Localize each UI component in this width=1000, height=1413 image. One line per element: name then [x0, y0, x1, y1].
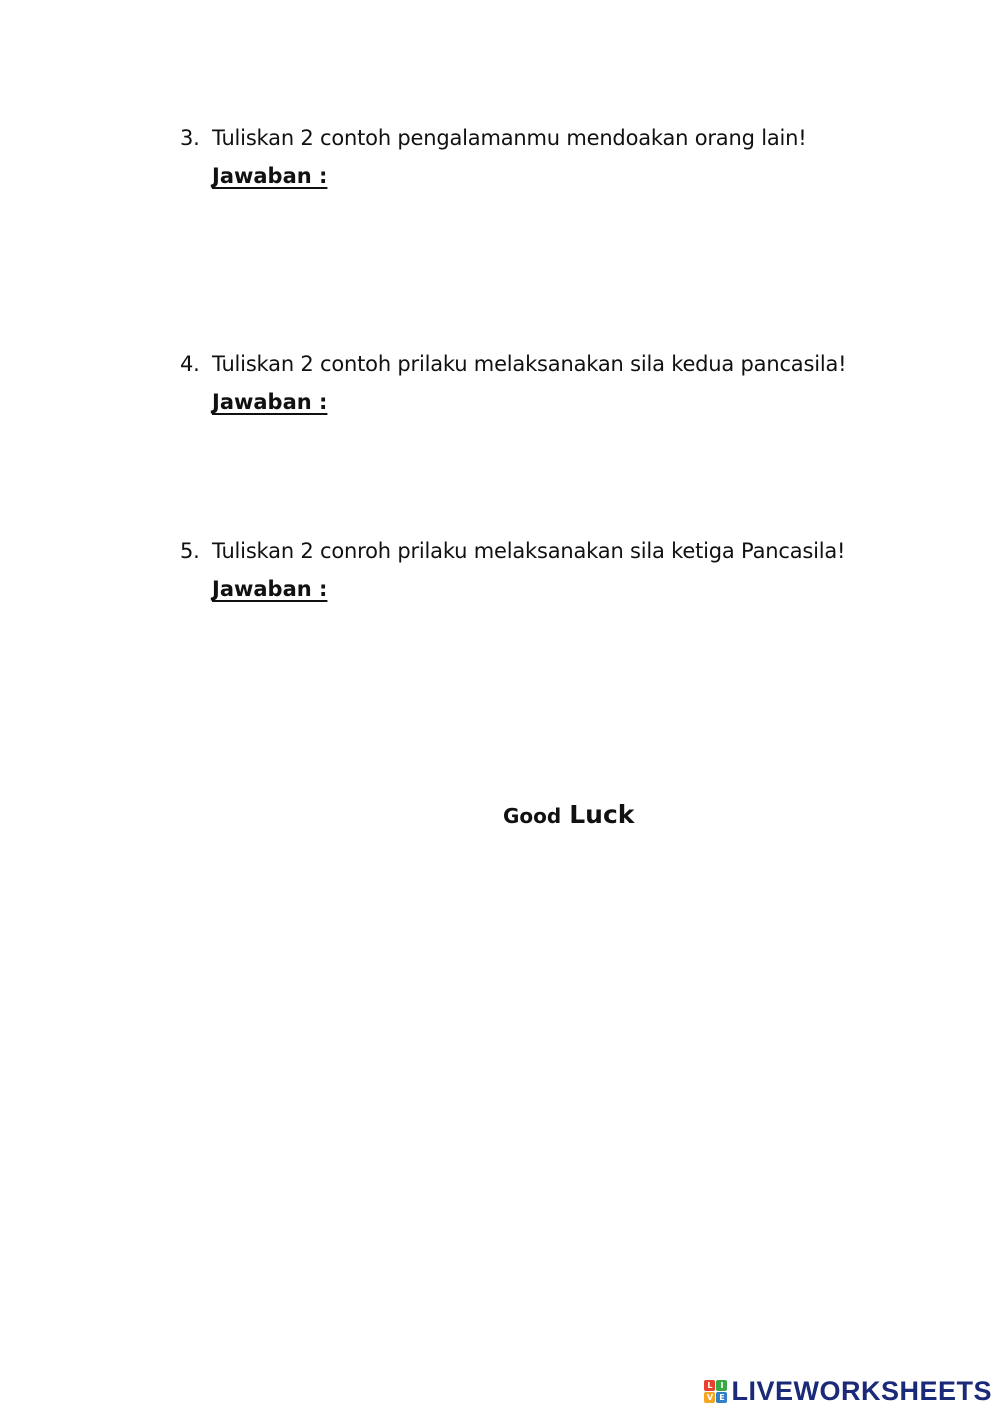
good-word: Good	[503, 804, 562, 828]
question-3-line	[180, 124, 806, 152]
logo-letter-i: I	[716, 1380, 727, 1391]
logo-letter-l: L	[704, 1380, 715, 1391]
question-4-text: Tuliskan 2 contoh prilaku melaksanakan sila kedua pancasila!	[212, 352, 847, 376]
question-5-number: 5.	[180, 539, 200, 563]
question-3	[180, 124, 806, 190]
question-3-answer-label: Jawaban :	[212, 164, 328, 188]
question-3-text: Tuliskan 2 contoh pengalamanmu mendoakan orang lain!	[212, 126, 807, 150]
good-luck-closing	[503, 800, 634, 829]
question-5-answer-label: Jawaban :	[212, 577, 328, 601]
question-5	[180, 537, 845, 603]
brand-name: LIVEWORKSHEETS	[731, 1376, 992, 1406]
logo-letter-e: E	[716, 1392, 727, 1403]
luck-word: Luck	[569, 800, 635, 829]
logo-letter-v: V	[704, 1392, 715, 1403]
liveworksheets-logo-icon	[704, 1380, 727, 1403]
question-4	[180, 350, 846, 416]
question-3-number: 3.	[180, 126, 200, 150]
question-5-line	[180, 537, 845, 565]
question-5-text: Tuliskan 2 conroh prilaku melaksanakan sila ketiga Pancasila!	[212, 539, 846, 563]
question-4-answer-label: Jawaban :	[212, 390, 328, 414]
question-4-line	[180, 350, 846, 378]
liveworksheets-brand	[704, 1376, 992, 1407]
question-4-number: 4.	[180, 352, 200, 376]
